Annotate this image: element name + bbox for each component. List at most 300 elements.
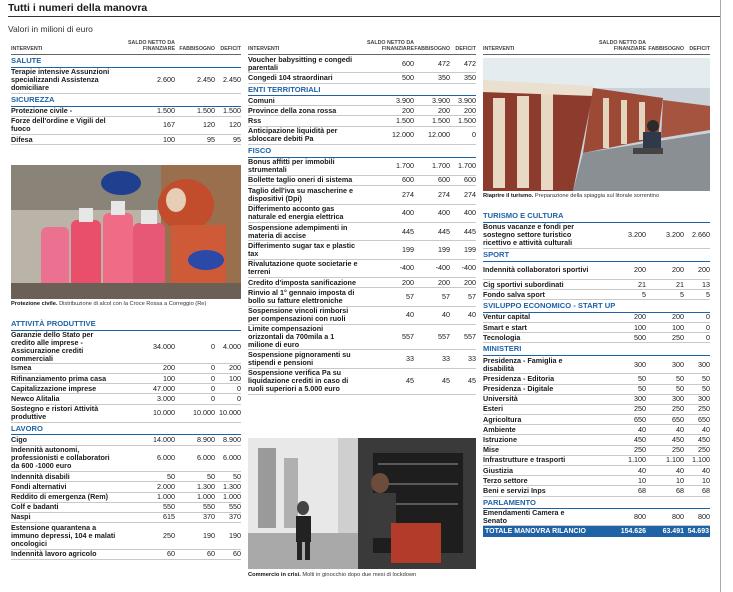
value-fabbisogno: 650: [672, 414, 684, 424]
value-saldo: 45: [406, 376, 414, 386]
value-fabbisogno: 300: [672, 359, 684, 369]
row-label: Anticipazione liquidità per sbloccare debiti Pa: [248, 126, 338, 144]
value-fabbisogno: 21: [676, 279, 684, 289]
table-row: [483, 313, 710, 323]
value-deficit: 370: [229, 512, 241, 522]
value-saldo: 40: [638, 465, 646, 475]
header-deficit: DEFICIT: [455, 46, 476, 53]
table-row: [248, 176, 476, 186]
value-saldo: 10.000: [153, 408, 175, 418]
value-fabbisogno: 200: [672, 312, 684, 322]
value-fabbisogno: 250: [672, 404, 684, 414]
row-label: Infrastrutture e trasporti: [483, 455, 566, 465]
column-header: [11, 40, 241, 55]
value-saldo: 47.000: [153, 383, 175, 393]
row-label: Protezione civile -: [11, 106, 73, 116]
table-row: [11, 446, 241, 473]
table-row: [248, 288, 476, 306]
table-row: [248, 241, 476, 259]
value-saldo: 6.000: [157, 453, 175, 463]
value-deficit: 5: [706, 289, 710, 299]
header-saldo: SALDO NETTO DA FINANZIARE: [128, 40, 175, 53]
caption-1-text: Distribuzione di alcol con la Croce Rossa a Correggio (Re): [59, 301, 207, 307]
value-saldo: 300: [634, 359, 646, 369]
table-row: [483, 395, 710, 405]
row-label: Ventur capital: [483, 312, 531, 322]
table-row: [483, 476, 710, 486]
table-row: [248, 260, 476, 278]
value-saldo: 250: [634, 404, 646, 414]
value-deficit: 57: [468, 291, 476, 301]
value-fabbisogno: 50: [207, 471, 215, 481]
row-label: Garanzie dello Stato per credito alle imprese - Assicurazione crediti commerciali: [11, 329, 94, 363]
table-body: [483, 210, 710, 526]
table-row: [11, 513, 241, 523]
value-fabbisogno: 6.000: [197, 453, 215, 463]
value-deficit: 40: [468, 310, 476, 320]
value-deficit: 200: [229, 363, 241, 373]
row-label: Reddito di emergenza (Rem): [11, 492, 109, 502]
value-saldo: 250: [163, 530, 175, 540]
table-row: [483, 509, 710, 526]
table-row: [248, 223, 476, 241]
value-deficit: 1.100: [692, 455, 710, 465]
value-saldo: 500: [634, 332, 646, 342]
row-label: Differimento acconto gas naturale ed energia elettrica: [248, 204, 344, 222]
header-saldo: SALDO NETTO DA FINANZIARE: [367, 40, 414, 53]
value-saldo: 200: [634, 265, 646, 275]
section-heading: SVILUPPO ECONOMICO - START UP: [483, 300, 710, 313]
value-saldo: 2.600: [157, 75, 175, 85]
row-label: Università: [483, 394, 518, 404]
value-fabbisogno: 1.000: [197, 492, 215, 502]
value-saldo: 50: [638, 384, 646, 394]
header-saldo: SALDO NETTO DA FINANZIARE: [599, 40, 646, 53]
value-fabbisogno: 120: [203, 120, 215, 130]
value-saldo: 167: [163, 120, 175, 130]
value-saldo: 800: [634, 512, 646, 522]
table-row: [483, 374, 710, 384]
row-label: Province della zona rossa: [248, 105, 337, 115]
table-row: [483, 333, 710, 343]
value-deficit: 200: [464, 105, 476, 115]
row-label: Rifinanziamento prima casa: [11, 373, 107, 383]
value-saldo: 250: [634, 445, 646, 455]
table-row: [11, 68, 241, 95]
value-deficit: 400: [464, 208, 476, 218]
photo-protezione-civile: [11, 165, 241, 299]
title-rule: [8, 16, 720, 17]
value-deficit: 0: [706, 312, 710, 322]
row-label: Giustizia: [483, 465, 513, 475]
page-edge-rule: [720, 0, 721, 592]
value-fabbisogno: 550: [203, 502, 215, 512]
row-label: Fondo salva sport: [483, 289, 545, 299]
value-deficit: 33: [468, 353, 476, 363]
value-deficit: 350: [464, 72, 476, 82]
value-deficit: 557: [464, 332, 476, 342]
value-fabbisogno: 250: [672, 445, 684, 455]
table-column-1: [11, 40, 241, 145]
value-saldo: 200: [163, 363, 175, 373]
value-deficit: 200: [464, 277, 476, 287]
value-saldo: 5: [642, 289, 646, 299]
row-label: Sospensione pignoramenti su stipendi e pensioni: [248, 349, 351, 367]
value-saldo: 557: [402, 332, 414, 342]
value-fabbisogno: 100: [672, 322, 684, 332]
value-saldo: 1.000: [157, 492, 175, 502]
value-deficit: 2.660: [692, 230, 710, 240]
value-deficit: 250: [698, 445, 710, 455]
value-saldo: 14.000: [153, 434, 175, 444]
row-label: Agricoltura: [483, 414, 522, 424]
caption-2-title: Commercio in crisi.: [248, 572, 301, 578]
table-body: [248, 55, 476, 395]
photo-commercio: [248, 438, 476, 569]
value-saldo: 300: [634, 394, 646, 404]
value-fabbisogno: 60: [207, 549, 215, 559]
value-deficit: 650: [698, 414, 710, 424]
value-saldo: 550: [163, 502, 175, 512]
total-row: [483, 526, 710, 537]
value-deficit: 800: [698, 512, 710, 522]
section-heading: ENTI TERRITORIALI: [248, 84, 476, 97]
table-row: [483, 446, 710, 456]
value-deficit: 0: [706, 322, 710, 332]
table-column-1-bottom: [11, 318, 241, 560]
row-label: Esteri: [483, 404, 503, 414]
value-fabbisogno: 1.300: [197, 481, 215, 491]
row-label: Bollette taglio oneri di sistema: [248, 175, 353, 185]
value-saldo: 34.000: [153, 341, 175, 351]
value-saldo: 50: [638, 373, 646, 383]
value-deficit: 0: [237, 383, 241, 393]
table-row: [11, 493, 241, 503]
value-deficit: 0: [237, 393, 241, 403]
value-deficit: 50: [702, 384, 710, 394]
section-heading: SPORT: [483, 249, 710, 262]
row-label: Presidenza - Editoria: [483, 373, 555, 383]
value-deficit: 40: [702, 465, 710, 475]
value-deficit: 200: [698, 265, 710, 275]
row-label: Estensione quarantena a immuno depressi, 104 e malati oncologici: [11, 522, 116, 548]
caption-3-text: Preparazione della spiaggia sul litorale sorrentino: [534, 193, 660, 199]
table-row: [248, 127, 476, 145]
row-label: Smart e start: [483, 322, 527, 332]
row-label: Ambiente: [483, 424, 516, 434]
header-fabbisogno: FABBISOGNO: [179, 46, 215, 53]
value-deficit: -400: [461, 263, 476, 273]
section-heading: ATTIVITÀ PRODUTTIVE: [11, 318, 241, 331]
table-row: [483, 425, 710, 435]
value-deficit: 8.900: [223, 434, 241, 444]
value-deficit: 45: [468, 376, 476, 386]
table-row: [11, 550, 241, 560]
value-deficit: 1.700: [458, 161, 476, 171]
value-deficit: 274: [464, 189, 476, 199]
column-header: [483, 40, 710, 55]
photo-caption-3: [483, 193, 710, 199]
value-fabbisogno: 445: [438, 226, 450, 236]
section-heading: FISCO: [248, 145, 476, 158]
value-saldo: 3.900: [396, 95, 414, 105]
value-deficit: 472: [464, 58, 476, 68]
value-fabbisogno: 0: [211, 393, 215, 403]
value-fabbisogno: 0: [211, 363, 215, 373]
page-subtitle: Valori in milioni di euro: [8, 24, 93, 34]
row-label: Sospensione adempimenti in materia di accise: [248, 222, 348, 240]
row-label: Capitalizzazione imprese: [11, 383, 97, 393]
value-deficit: 300: [698, 359, 710, 369]
value-fabbisogno: 68: [676, 485, 684, 495]
value-deficit: 1.500: [223, 106, 241, 116]
row-label: Naspi: [11, 512, 31, 522]
table-row: [11, 117, 241, 135]
value-deficit: 3.900: [458, 95, 476, 105]
value-fabbisogno: 450: [672, 435, 684, 444]
value-saldo: 100: [634, 322, 646, 332]
value-saldo: 1.500: [157, 106, 175, 116]
row-label: Beni e servizi Inps: [483, 485, 546, 495]
page-title: Tutti i numeri della manovra: [8, 2, 148, 14]
value-deficit: 550: [229, 502, 241, 512]
value-deficit: 4.000: [223, 341, 241, 351]
table-column-3-header: [483, 40, 710, 55]
row-label: Comuni: [248, 95, 275, 105]
table-row: [248, 369, 476, 396]
value-saldo: 68: [638, 485, 646, 495]
table-row: [483, 405, 710, 415]
value-deficit: 1.000: [223, 492, 241, 502]
value-deficit: 600: [464, 175, 476, 185]
row-label: Sostegno e ristori Attività produttive: [11, 404, 99, 422]
value-saldo: 600: [402, 58, 414, 68]
table-row: [11, 472, 241, 482]
section-heading: MINISTERI: [483, 343, 710, 356]
row-label: Colf e badanti: [11, 502, 59, 512]
row-label: Voucher babysitting e congedi parentali: [248, 54, 353, 72]
value-fabbisogno: 1.700: [432, 161, 450, 171]
row-label: Terapie intensive Assunzioni specializzandi Assistenza domiciliare: [11, 67, 110, 93]
row-label: Ismea: [11, 363, 32, 373]
photo-turismo: [483, 58, 710, 191]
value-fabbisogno: 1.500: [197, 106, 215, 116]
value-fabbisogno: 200: [672, 265, 684, 275]
value-deficit: 300: [698, 394, 710, 404]
row-label: Limite compensazioni orizzontali da 700mila a 1 milione di euro: [248, 324, 335, 350]
header-interventi: INTERVENTI: [11, 46, 43, 53]
section-heading: PARLAMENTO: [483, 497, 710, 510]
value-saldo: 2.000: [157, 481, 175, 491]
value-fabbisogno: 2.450: [197, 75, 215, 85]
table-row: [11, 394, 241, 404]
table-row: [483, 280, 710, 290]
table-row: [483, 262, 710, 280]
value-fabbisogno: 1.100: [666, 455, 684, 465]
table-row: [11, 135, 241, 145]
header-deficit: DEFICIT: [220, 46, 241, 53]
value-deficit: 250: [698, 404, 710, 414]
row-label: Differimento sugar tax e plastic tax: [248, 240, 356, 258]
value-fabbisogno: 1.500: [432, 116, 450, 126]
table-row: [248, 307, 476, 325]
table-row: [248, 350, 476, 368]
value-saldo: 400: [402, 208, 414, 218]
total-label: TOTALE MANOVRA RILANCIO: [485, 527, 586, 535]
value-fabbisogno: 5: [680, 289, 684, 299]
value-deficit: 6.000: [223, 453, 241, 463]
photo-caption-2: [248, 572, 476, 578]
value-saldo: -400: [399, 263, 414, 273]
value-deficit: 190: [229, 530, 241, 540]
value-deficit: 100: [229, 373, 241, 383]
row-label: Indennità lavoro agricolo: [11, 549, 97, 559]
row-label: Forze dell'ordine e Vigili del fuoco: [11, 116, 106, 134]
row-label: Congedi 104 straordinari: [248, 72, 333, 82]
table-row: [11, 503, 241, 513]
value-fabbisogno: 600: [438, 175, 450, 185]
row-label: Sospensione vincoli rimborsi per compensazioni con ruoli: [248, 306, 349, 324]
table-row: [248, 73, 476, 83]
value-fabbisogno: 557: [438, 332, 450, 342]
value-fabbisogno: 200: [438, 105, 450, 115]
value-deficit: 95: [233, 134, 241, 144]
header-fabbisogno: FABBISOGNO: [414, 46, 450, 53]
row-label: Presidenza - Digitale: [483, 384, 554, 394]
row-label: Sospensione verifica Pa su liquidazione crediti in caso di ruoli superiori a 5.000 euro: [248, 368, 349, 394]
value-deficit: 0: [706, 332, 710, 342]
value-saldo: 33: [406, 353, 414, 363]
table-row: [483, 415, 710, 425]
table-row: [483, 323, 710, 333]
value-saldo: 50: [167, 471, 175, 481]
total-deficit: 54.693: [687, 527, 709, 535]
table-body-top: [11, 55, 241, 145]
table-row: [248, 96, 476, 106]
row-label: Cigo: [11, 434, 27, 444]
table-row: [11, 435, 241, 445]
value-fabbisogno: 350: [438, 72, 450, 82]
value-deficit: 450: [698, 435, 710, 444]
value-deficit: 10.000: [219, 408, 241, 418]
row-label: Taglio dell'iva su mascherine e dispositivi (Dpi): [248, 185, 354, 203]
caption-2-text: Molti in ginocchio dopo due mesi di lockdown: [302, 572, 417, 578]
value-saldo: 3.000: [157, 393, 175, 403]
table-row: [483, 435, 710, 445]
table-row: [483, 385, 710, 395]
row-label: Terzo settore: [483, 475, 528, 485]
section-heading: LAVORO: [11, 423, 241, 436]
value-deficit: 60: [233, 549, 241, 559]
row-label: Tecnologia: [483, 332, 521, 342]
value-saldo: 10: [638, 475, 646, 485]
row-label: Rss: [248, 116, 262, 126]
value-fabbisogno: 50: [676, 384, 684, 394]
value-deficit: 68: [702, 485, 710, 495]
value-fabbisogno: 45: [442, 376, 450, 386]
table-row: [11, 364, 241, 374]
value-saldo: 3.200: [628, 230, 646, 240]
table-row: [11, 482, 241, 492]
value-fabbisogno: 800: [672, 512, 684, 522]
table-row: [483, 466, 710, 476]
value-saldo: 450: [634, 435, 646, 444]
value-fabbisogno: 40: [442, 310, 450, 320]
value-saldo: 21: [638, 279, 646, 289]
value-fabbisogno: 3.900: [432, 95, 450, 105]
value-fabbisogno: 40: [676, 424, 684, 434]
value-fabbisogno: -400: [435, 263, 450, 273]
header-fabbisogno: FABBISOGNO: [648, 46, 684, 53]
value-saldo: 200: [634, 312, 646, 322]
value-fabbisogno: 50: [676, 373, 684, 383]
row-label: Difesa: [11, 134, 33, 144]
value-fabbisogno: 10.000: [193, 408, 215, 418]
value-saldo: 100: [163, 373, 175, 383]
section-heading: SALUTE: [11, 55, 241, 68]
table-row: [248, 205, 476, 223]
value-saldo: 615: [163, 512, 175, 522]
value-deficit: 1.500: [458, 116, 476, 126]
table-row: [248, 55, 476, 73]
table-row: [248, 325, 476, 350]
value-saldo: 200: [402, 105, 414, 115]
value-fabbisogno: 0: [211, 383, 215, 393]
table-body-bottom: [11, 318, 241, 560]
value-saldo: 200: [402, 277, 414, 287]
value-saldo: 1.700: [396, 161, 414, 171]
table-row: [11, 374, 241, 384]
value-deficit: 40: [702, 424, 710, 434]
table-row: [483, 356, 710, 374]
row-label: Bonus vacanze e fondi per sostegno settore turistico ricettivo e attività culturali: [483, 222, 575, 248]
value-saldo: 40: [406, 310, 414, 320]
caption-3-title: Riaprire il turismo.: [483, 193, 534, 199]
value-fabbisogno: 8.900: [197, 434, 215, 444]
value-fabbisogno: 33: [442, 353, 450, 363]
table-row: [248, 278, 476, 288]
value-fabbisogno: 10: [676, 475, 684, 485]
value-saldo: 650: [634, 414, 646, 424]
value-fabbisogno: 0: [211, 341, 215, 351]
row-label: Emendamenti Camera e Senato: [483, 508, 565, 526]
total-fabbisogno: 63.491: [662, 527, 684, 535]
row-label: Rivalutazione quote societarie e terreni: [248, 259, 358, 277]
table-column-2: [248, 40, 476, 395]
value-deficit: 1.300: [223, 481, 241, 491]
value-fabbisogno: 0: [211, 373, 215, 383]
row-label: Presidenza - Famiglia e disabilità: [483, 355, 563, 373]
value-saldo: 600: [402, 175, 414, 185]
table-row: [11, 523, 241, 550]
table-row: [248, 158, 476, 176]
table-row: [483, 290, 710, 300]
caption-1-title: Protezione civile.: [11, 301, 58, 307]
value-deficit: 50: [702, 373, 710, 383]
table-row: [483, 223, 710, 250]
row-label: Indennità autonomi, professionisti e collaboratori da 600 -1000 euro: [11, 445, 110, 471]
table-row: [11, 384, 241, 394]
table-row: [483, 456, 710, 466]
header-interventi: INTERVENTI: [248, 46, 280, 53]
value-deficit: 199: [464, 244, 476, 254]
row-label: Indennità disabili: [11, 471, 70, 481]
value-fabbisogno: 3.200: [666, 230, 684, 240]
value-fabbisogno: 199: [438, 244, 450, 254]
value-saldo: 274: [402, 189, 414, 199]
table-column-3: [483, 210, 710, 537]
value-saldo: 500: [402, 72, 414, 82]
